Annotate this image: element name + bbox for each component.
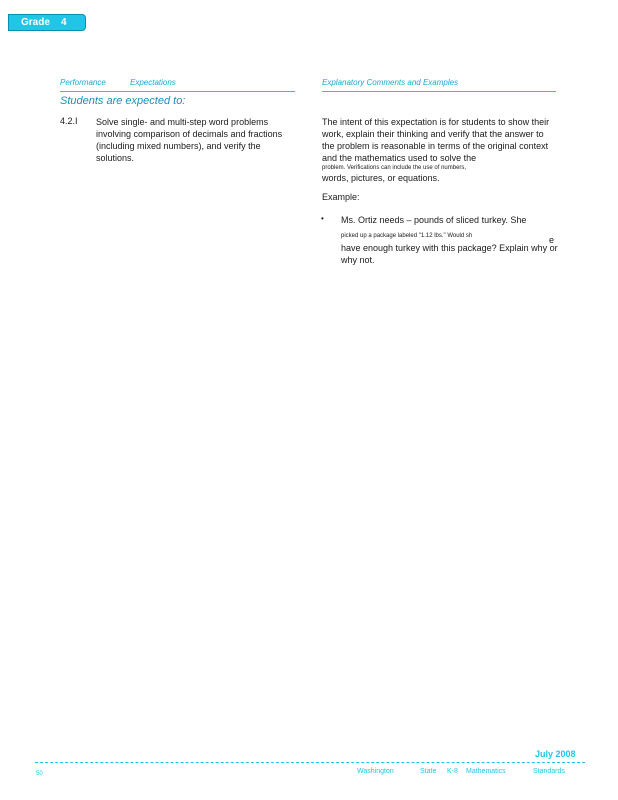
bullet-small: picked up a package labeled "1.12 lbs." Would sh	[341, 233, 473, 239]
explanatory-comment	[322, 116, 558, 184]
right-header: Explanatory Comments and Examples	[322, 78, 459, 87]
footer-divider	[35, 762, 585, 763]
bullet-tail-letter: e	[549, 235, 555, 245]
footer-standards: Standards	[533, 768, 565, 775]
left-header-expectations: Expectations	[130, 78, 176, 87]
expectation-code: 4.2.I	[60, 116, 78, 126]
grade-number: 4	[61, 17, 67, 28]
footer-grades: K-8	[447, 768, 458, 775]
grade-tab	[8, 14, 86, 31]
bullet-icon: •	[321, 214, 324, 223]
bullet-line1: Ms. Ortiz needs – pounds of sliced turkey. She	[341, 215, 527, 225]
left-header-rule	[60, 91, 295, 92]
bullet-text	[341, 214, 563, 266]
comment-part2: words, pictures, or equations.	[322, 173, 440, 183]
example-label: Example:	[322, 192, 360, 202]
comment-part1: The intent of this expectation is for students to show their work, explain their thinking and verify that the answer to the problem is reasonable in terms of the original context and the mathematics used to solve the	[322, 117, 550, 163]
footer-mathematics: Mathematics	[466, 768, 506, 775]
grade-label: Grade	[21, 17, 50, 28]
expectation-text: Solve single- and multi-step word problems involving comparison of decimals and fractions (including mixed numbers), and verify the solutions.	[96, 117, 283, 163]
left-header-performance: Performance	[60, 78, 106, 87]
footer-state: State	[420, 768, 437, 775]
page-number: 50	[36, 771, 43, 777]
comment-small: problem. Verifications can include the use of numbers,	[322, 165, 467, 171]
subheading: Students are expected to:	[60, 95, 186, 107]
right-header-rule	[322, 91, 556, 92]
footer-washington: Washington	[357, 768, 394, 775]
bullet-line3: have enough turkey with this package? Explain why or why not.	[341, 243, 558, 265]
footer-date: July 2008	[535, 749, 576, 759]
